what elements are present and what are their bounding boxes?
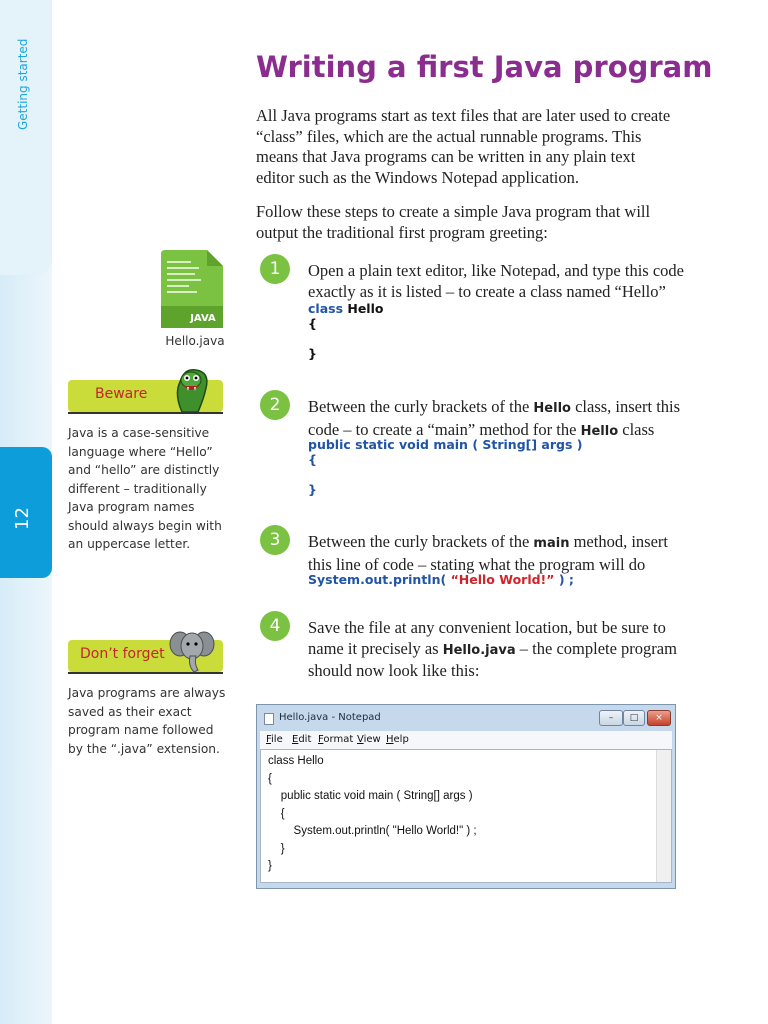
step-3-number: 3 [260, 525, 290, 555]
dontforget-text: Java programs are always saved as their exact program name followed by the “.java” extension. [68, 686, 226, 756]
step-2-text: Between the curly brackets of the Hello class, insert this code – to create a “main” method for the Hello class [308, 397, 681, 439]
intro-paragraph-1: All Java programs start as text files that are later used to create “class” files, which are the actual runnable programs. This means that Java programs can be written in any plain text editor such as the Windows Notepad application. [256, 106, 671, 187]
file-icon-label: JAVA [190, 313, 216, 324]
step-1-code [308, 301, 383, 361]
notepad-text-area[interactable] [260, 749, 672, 883]
step-1-number: 1 [260, 254, 290, 284]
step-2-number: 2 [260, 390, 290, 420]
menu-edit[interactable]: Edit [292, 734, 312, 745]
notepad-menu-bar [260, 731, 672, 749]
step-1-code-keyword: class [308, 301, 344, 316]
intro-paragraph-2: Follow these steps to create a simple Java program that will output the traditional first program greeting: [256, 202, 651, 242]
step-1-text: Open a plain text editor, like Notepad, and type this code exactly as it is listed – to create a class named “Hello” [308, 261, 684, 301]
beware-text: Java is a case-sensitive language where “Hello” and “hello” are distinctly different – traditionally Java program names should always begin with an uppercase letter. [68, 426, 222, 551]
step-3-code: System.out.println( “Hello World!” ) ; [308, 572, 574, 587]
menu-format[interactable]: Format [318, 734, 354, 745]
beware-heading: Beware [95, 386, 148, 402]
page-number: 12 [12, 507, 33, 530]
notepad-document-icon [264, 713, 274, 725]
step-2-code: public static void main ( String[] args ) { } [308, 437, 583, 497]
snake-icon [170, 364, 212, 412]
notepad-code: class Hello { public static void main ( String[] args ) { System.out.println( "Hello World!" ) ; } } [268, 755, 477, 872]
step-3-text: Between the curly brackets of the main method, insert this line of code – stating what the program will do [308, 532, 668, 574]
menu-view[interactable]: View [357, 734, 381, 745]
menu-help[interactable]: Help [386, 734, 409, 745]
step-4-text: Save the file at any convenient location, but be sure to name it precisely as Hello.java – the complete program should now look like this: [308, 618, 677, 680]
menu-file[interactable]: File [266, 734, 283, 745]
beware-rule [68, 412, 223, 414]
maximize-button[interactable]: □ [623, 710, 645, 726]
elephant-icon [168, 626, 216, 674]
java-file-icon [161, 250, 223, 328]
dontforget-heading: Don’t forget [80, 646, 165, 662]
file-caption: Hello.java [165, 334, 225, 348]
chapter-label: Getting started [16, 38, 30, 130]
notepad-window [256, 704, 676, 889]
step-1-code-body: Hello { } [308, 301, 384, 361]
minimize-button[interactable]: – [599, 710, 623, 726]
notepad-scrollbar[interactable] [656, 750, 671, 882]
page-title: Writing a first Java program [256, 50, 713, 84]
close-button[interactable]: × [647, 710, 671, 726]
step-4-number: 4 [260, 611, 290, 641]
notepad-title: Hello.java - Notepad [279, 712, 381, 723]
